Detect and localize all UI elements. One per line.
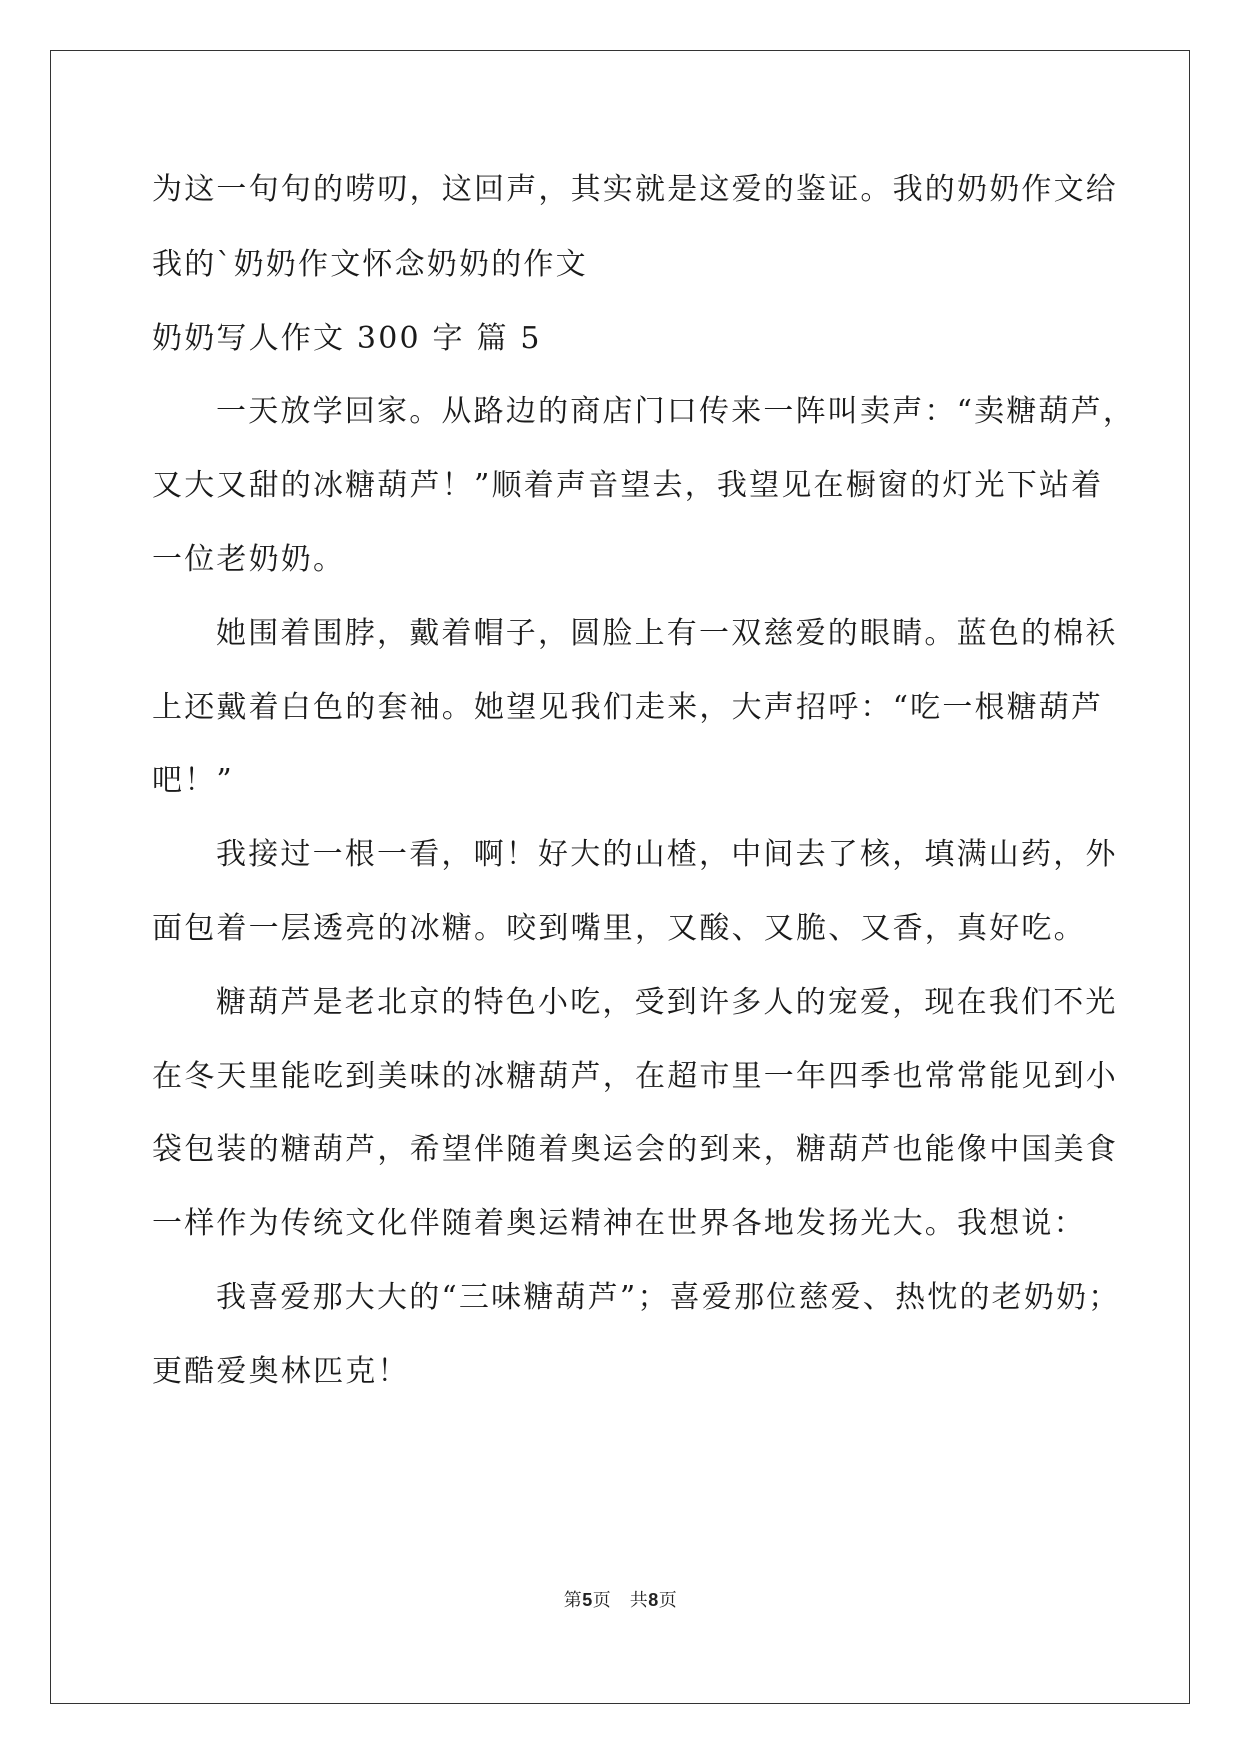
body-text-line: 为这一句句的唠叨，这回声，其实就是这爱的鉴证。我的奶奶作文给 (152, 172, 1118, 207)
page-footer (0, 1586, 1241, 1612)
section-heading: 奶奶写人作文 300 字 篇 5 (152, 321, 542, 356)
footer-middle: 页 共 (592, 1590, 649, 1611)
body-text-line: 吧！” (152, 763, 234, 798)
footer-suffix: 页 (658, 1590, 678, 1611)
body-text-line: 一天放学回家。从路边的商店门口传来一阵叫卖声：“卖糖葫芦， (216, 394, 1136, 429)
body-text-line: 在冬天里能吃到美味的冰糖葫芦，在超市里一年四季也常常能见到小 (152, 1059, 1118, 1094)
footer-prefix: 第 (563, 1590, 583, 1611)
body-text-line: 袋包装的糖葫芦，希望伴随着奥运会的到来，糖葫芦也能像中国美食 (152, 1132, 1118, 1167)
body-text-line: 我的`奶奶作文怀念奶奶的作文 (152, 247, 588, 282)
body-text-line: 又大又甜的冰糖葫芦！”顺着声音望去，我望见在橱窗的灯光下站着 (152, 468, 1104, 503)
body-text-line: 我喜爱那大大的“三味糖葫芦”；喜爱那位慈爱、热忱的老奶奶； (216, 1280, 1121, 1315)
body-text-line: 一位老奶奶。 (152, 542, 346, 577)
current-page-number: 5 (582, 1590, 593, 1610)
page-border (50, 50, 1190, 1704)
body-text-line: 我接过一根一看，啊！好大的山楂，中间去了核，填满山药，外 (216, 837, 1118, 872)
body-text-line: 一样作为传统文化伴随着奥运精神在世界各地发扬光大。我想说： (152, 1206, 1086, 1241)
total-page-number: 8 (648, 1590, 659, 1610)
body-text-line: 更酷爱奥林匹克！ (152, 1354, 410, 1389)
body-text-line: 她围着围脖，戴着帽子，圆脸上有一双慈爱的眼睛。蓝色的棉袄 (216, 616, 1118, 651)
body-text-line: 上还戴着白色的套袖。她望见我们走来，大声招呼：“吃一根糖葫芦 (152, 690, 1104, 725)
body-text-line: 面包着一层透亮的冰糖。咬到嘴里，又酸、又脆、又香，真好吃。 (152, 911, 1086, 946)
body-text-line: 糖葫芦是老北京的特色小吃，受到许多人的宠爱，现在我们不光 (216, 985, 1118, 1020)
